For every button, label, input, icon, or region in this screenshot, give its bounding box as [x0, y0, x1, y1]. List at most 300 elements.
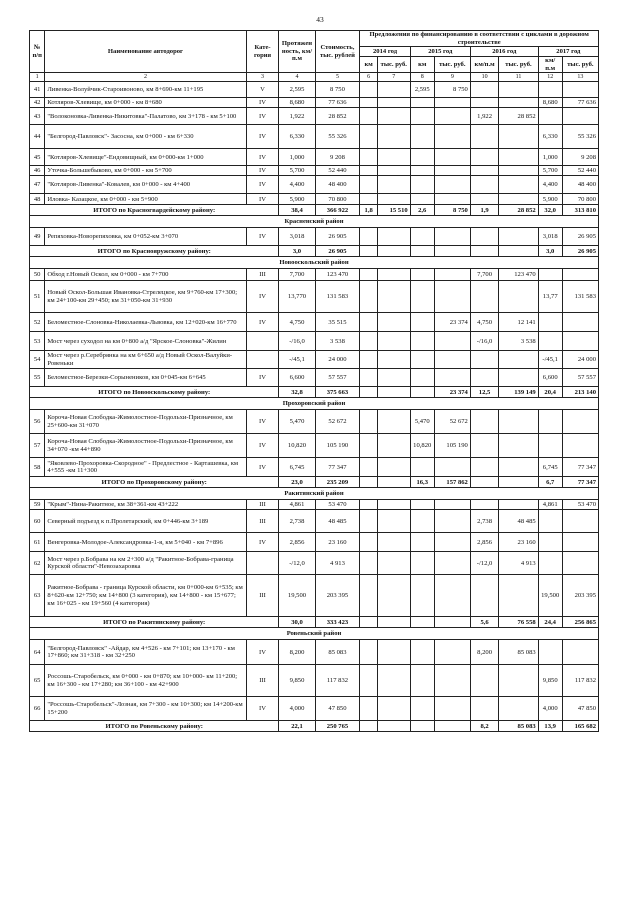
financing-cell — [434, 149, 470, 166]
financing-cell: 10,820 — [410, 434, 434, 458]
financing-cell — [377, 351, 410, 369]
road-name: "Белгород-Павловск"- Засосна, км 0+000 - км 6+330 — [45, 125, 246, 149]
total-length: 3,0 — [279, 246, 315, 257]
road-row — [30, 410, 599, 434]
financing-cell: 2,595 — [410, 82, 434, 98]
total-financing-cell: 1,9 — [470, 205, 498, 216]
row-number: 63 — [30, 575, 45, 617]
total-financing-cell — [434, 617, 470, 628]
financing-cell — [410, 228, 434, 246]
financing-cell — [499, 82, 538, 98]
road-name: Уточка-Большебыково, км 0+000 - км 5+700 — [45, 166, 246, 176]
financing-cell: 203 395 — [562, 575, 598, 617]
financing-cell: 23 160 — [499, 533, 538, 552]
total-financing-cell — [360, 246, 378, 257]
total-financing-cell — [470, 246, 498, 257]
financing-cell — [434, 552, 470, 575]
road-cost: 8 750 — [315, 82, 360, 98]
district-header-row — [30, 216, 599, 228]
financing-cell — [410, 552, 434, 575]
financing-cell — [499, 228, 538, 246]
financing-cell — [562, 510, 598, 533]
total-financing-cell — [377, 477, 410, 488]
total-financing-cell: 15 510 — [377, 205, 410, 216]
road-row — [30, 166, 599, 176]
road-row — [30, 82, 599, 98]
road-name: Новый Оскол-Большая Ивановка-Стрелецкое, км 9+760-км 17+300; км 24+100-км 29+450; км 31+050-км 31+930 — [45, 281, 246, 313]
financing-cell — [538, 108, 562, 125]
financing-cell — [360, 510, 378, 533]
road-length: 8,680 — [279, 98, 315, 108]
financing-cell — [410, 313, 434, 332]
financing-cell — [434, 269, 470, 281]
financing-cell: 53 470 — [562, 500, 598, 510]
financing-cell — [360, 166, 378, 176]
road-length: 2,595 — [279, 82, 315, 98]
financing-cell — [410, 98, 434, 108]
road-category: IV — [246, 410, 279, 434]
road-category: IV — [246, 369, 279, 387]
header-no: № п/п — [30, 31, 45, 73]
financing-cell: 8,680 — [538, 98, 562, 108]
financing-cell — [538, 552, 562, 575]
column-number: 2 — [45, 73, 246, 82]
total-financing-cell: 6,7 — [538, 477, 562, 488]
column-number: 12 — [538, 73, 562, 82]
road-length: 4,750 — [279, 313, 315, 332]
header-unit: км/п.м — [470, 57, 498, 73]
financing-cell — [410, 665, 434, 697]
total-financing-cell — [410, 387, 434, 398]
total-financing-cell: 12,5 — [470, 387, 498, 398]
district-name: Ракитянский район — [30, 488, 599, 500]
financing-cell — [470, 458, 498, 477]
total-financing-cell — [377, 721, 410, 732]
total-financing-cell: 28 852 — [499, 205, 538, 216]
financing-cell: 13,77 — [538, 281, 562, 313]
financing-cell: 4,861 — [538, 500, 562, 510]
financing-cell — [562, 108, 598, 125]
road-category: IV — [246, 640, 279, 665]
road-cost: 26 905 — [315, 228, 360, 246]
financing-cell — [410, 697, 434, 721]
financing-cell: 55 326 — [562, 125, 598, 149]
road-length: 8,200 — [279, 640, 315, 665]
road-cost: 52 672 — [315, 410, 360, 434]
financing-cell — [410, 149, 434, 166]
financing-cell: 48 400 — [562, 176, 598, 194]
financing-cell — [377, 281, 410, 313]
road-name: Ракитное-Бобрава - граница Курской области, км 0+000-км 6+535; км 8+620-км 12+750; км 14+800 (3 категория), км 14+800 - км 15+677; км 16+025 - км 19+560 (4 категория) — [45, 575, 246, 617]
financing-cell — [562, 313, 598, 332]
financing-cell — [470, 575, 498, 617]
total-financing-cell: 20,4 — [538, 387, 562, 398]
total-cost: 375 663 — [315, 387, 360, 398]
financing-cell — [377, 176, 410, 194]
road-length: 3,018 — [279, 228, 315, 246]
financing-cell: 1,000 — [538, 149, 562, 166]
financing-cell — [470, 125, 498, 149]
total-financing-cell — [499, 477, 538, 488]
road-length: -/45,1 — [279, 351, 315, 369]
road-name: "Волоконовка-Ливенка-Никитовка"-Палатово, км 3+178 - км 5+100 — [45, 108, 246, 125]
total-financing-cell — [360, 477, 378, 488]
financing-cell — [499, 194, 538, 205]
road-row — [30, 510, 599, 533]
financing-cell — [377, 434, 410, 458]
financing-cell: 48 485 — [499, 510, 538, 533]
financing-cell: 2,738 — [470, 510, 498, 533]
road-category — [246, 332, 279, 351]
financing-cell: 1,922 — [470, 108, 498, 125]
district-total-row — [30, 387, 599, 398]
financing-cell — [538, 410, 562, 434]
financing-cell: 23 374 — [434, 313, 470, 332]
row-number: 55 — [30, 369, 45, 387]
financing-cell — [434, 533, 470, 552]
row-number: 45 — [30, 149, 45, 166]
column-number: 5 — [315, 73, 360, 82]
financing-cell — [499, 434, 538, 458]
row-number: 66 — [30, 697, 45, 721]
column-number: 11 — [499, 73, 538, 82]
financing-cell — [470, 149, 498, 166]
road-category: III — [246, 665, 279, 697]
financing-cell: 3 538 — [499, 332, 538, 351]
financing-cell — [360, 575, 378, 617]
financing-cell — [434, 369, 470, 387]
financing-cell — [562, 640, 598, 665]
road-category: IV — [246, 149, 279, 166]
total-cost: 250 765 — [315, 721, 360, 732]
road-name: Мост через р.Бобрава на км 2+300 а/д "Ракитное-Бобрава-граница Курской области"-Невозахаровка — [45, 552, 246, 575]
total-label: ИТОГО по Красногвардейскому району: — [30, 205, 279, 216]
road-row — [30, 176, 599, 194]
total-label: ИТОГО по Ракитянскому району: — [30, 617, 279, 628]
total-financing-cell: 139 149 — [499, 387, 538, 398]
road-row — [30, 108, 599, 125]
financing-cell — [562, 552, 598, 575]
financing-cell — [538, 640, 562, 665]
road-cost: 77 347 — [315, 458, 360, 477]
road-row — [30, 500, 599, 510]
financing-cell: 131 583 — [562, 281, 598, 313]
road-length: 6,330 — [279, 125, 315, 149]
financing-cell: 4 913 — [499, 552, 538, 575]
financing-cell: 9,850 — [538, 665, 562, 697]
financing-cell — [499, 176, 538, 194]
road-category: IV — [246, 108, 279, 125]
district-total-row — [30, 617, 599, 628]
financing-cell — [434, 332, 470, 351]
total-label: ИТОГО по Прохоровскому району: — [30, 477, 279, 488]
total-financing-cell — [410, 617, 434, 628]
district-header-row — [30, 488, 599, 500]
road-length: 5,700 — [279, 166, 315, 176]
total-financing-cell: 313 810 — [562, 205, 598, 216]
financing-cell — [360, 176, 378, 194]
road-name: Беломестное-Березки-Сорынеников, км 0+045-км 6+645 — [45, 369, 246, 387]
road-category: IV — [246, 458, 279, 477]
financing-cell: -/16,0 — [470, 332, 498, 351]
financing-cell — [377, 194, 410, 205]
total-financing-cell: 157 862 — [434, 477, 470, 488]
road-cost: 47 850 — [315, 697, 360, 721]
financing-cell — [360, 228, 378, 246]
financing-cell — [360, 500, 378, 510]
financing-cell — [470, 434, 498, 458]
financing-cell — [360, 665, 378, 697]
financing-cell — [470, 697, 498, 721]
total-financing-cell — [377, 246, 410, 257]
total-length: 30,0 — [279, 617, 315, 628]
financing-cell — [470, 500, 498, 510]
district-header-row — [30, 398, 599, 410]
financing-cell: 105 190 — [434, 434, 470, 458]
road-cost: 52 440 — [315, 166, 360, 176]
financing-cell — [434, 98, 470, 108]
financing-cell — [499, 351, 538, 369]
road-cost: 28 852 — [315, 108, 360, 125]
financing-cell — [410, 500, 434, 510]
road-cost: 85 083 — [315, 640, 360, 665]
road-length: 7,700 — [279, 269, 315, 281]
row-number: 58 — [30, 458, 45, 477]
header-unit: км — [360, 57, 378, 73]
road-row — [30, 697, 599, 721]
financing-cell — [377, 166, 410, 176]
header-unit: тыс. руб. — [377, 57, 410, 73]
road-category: IV — [246, 98, 279, 108]
financing-cell: 4,400 — [538, 176, 562, 194]
financing-cell: 5,700 — [538, 166, 562, 176]
district-header-row — [30, 628, 599, 640]
total-financing-cell: 32,0 — [538, 205, 562, 216]
financing-cell — [377, 458, 410, 477]
financing-cell — [410, 332, 434, 351]
financing-cell: 5,470 — [410, 410, 434, 434]
financing-cell — [434, 194, 470, 205]
financing-cell: -/12,0 — [470, 552, 498, 575]
financing-cell — [499, 149, 538, 166]
row-number: 62 — [30, 552, 45, 575]
road-length: -/16,0 — [279, 332, 315, 351]
total-financing-cell: 26 905 — [562, 246, 598, 257]
row-number: 44 — [30, 125, 45, 149]
financing-cell — [499, 98, 538, 108]
financing-cell — [562, 410, 598, 434]
financing-cell — [434, 697, 470, 721]
road-length: 19,500 — [279, 575, 315, 617]
district-header-row — [30, 257, 599, 269]
financing-cell — [360, 281, 378, 313]
road-row — [30, 98, 599, 108]
road-category: IV — [246, 281, 279, 313]
road-cost: 23 160 — [315, 533, 360, 552]
road-category: IV — [246, 228, 279, 246]
financing-cell — [538, 313, 562, 332]
financing-cell — [360, 640, 378, 665]
road-category: IV — [246, 313, 279, 332]
road-length: 5,470 — [279, 410, 315, 434]
road-category: III — [246, 510, 279, 533]
financing-cell — [470, 281, 498, 313]
road-row — [30, 281, 599, 313]
header-category: Кате- гория — [246, 31, 279, 73]
financing-cell — [410, 125, 434, 149]
row-number: 46 — [30, 166, 45, 176]
road-cost: 55 326 — [315, 125, 360, 149]
road-name: Северный подъезд к п.Пролетарский, км 0+446-км 3+189 — [45, 510, 246, 533]
road-name: "Россошь-Старобельск"-Лозная, км 7+300 - км 10+300; км 14+200-км 15+200 — [45, 697, 246, 721]
road-length: 13,770 — [279, 281, 315, 313]
district-total-row — [30, 205, 599, 216]
header-year: 2017 год — [538, 47, 598, 57]
road-category: III — [246, 500, 279, 510]
total-label: ИТОГО по Новооскольскому району: — [30, 387, 279, 398]
column-number: 3 — [246, 73, 279, 82]
financing-cell: 9 208 — [562, 149, 598, 166]
row-number: 65 — [30, 665, 45, 697]
financing-cell — [538, 269, 562, 281]
financing-cell — [377, 369, 410, 387]
road-cost: 117 832 — [315, 665, 360, 697]
column-number: 9 — [434, 73, 470, 82]
total-financing-cell: 77 347 — [562, 477, 598, 488]
financing-cell — [538, 533, 562, 552]
financing-cell — [434, 281, 470, 313]
total-label: ИТОГО по Ровеньскому району: — [30, 721, 279, 732]
road-cost: 203 395 — [315, 575, 360, 617]
total-financing-cell — [360, 387, 378, 398]
financing-cell — [562, 332, 598, 351]
header-financing: Предложения по финансированию в соответствии с циклами в дорожном строительстве — [360, 31, 599, 47]
financing-cell — [377, 410, 410, 434]
road-length: 5,900 — [279, 194, 315, 205]
financing-cell — [434, 510, 470, 533]
road-row — [30, 351, 599, 369]
road-row — [30, 149, 599, 166]
road-name: Мост через р.Серебрянка на км 6+650 а/д Новый Оскол-Валуйки-Ровеньки — [45, 351, 246, 369]
total-cost: 366 922 — [315, 205, 360, 216]
total-financing-cell: 1,8 — [360, 205, 378, 216]
financing-cell — [360, 108, 378, 125]
financing-cell — [499, 697, 538, 721]
row-number: 50 — [30, 269, 45, 281]
total-financing-cell — [377, 617, 410, 628]
total-financing-cell: 85 083 — [499, 721, 538, 732]
financing-cell: 52 672 — [434, 410, 470, 434]
financing-cell — [470, 665, 498, 697]
financing-cell — [434, 125, 470, 149]
road-length: 9,850 — [279, 665, 315, 697]
total-financing-cell — [470, 477, 498, 488]
total-financing-cell: 76 558 — [499, 617, 538, 628]
financing-cell — [360, 269, 378, 281]
row-number: 61 — [30, 533, 45, 552]
road-cost: 3 538 — [315, 332, 360, 351]
road-length: 4,000 — [279, 697, 315, 721]
financing-cell — [410, 533, 434, 552]
total-financing-cell — [434, 721, 470, 732]
road-row — [30, 269, 599, 281]
financing-cell: 77 636 — [562, 98, 598, 108]
total-financing-cell: 24,4 — [538, 617, 562, 628]
financing-cell — [499, 575, 538, 617]
financing-cell — [470, 228, 498, 246]
row-number: 49 — [30, 228, 45, 246]
column-number: 8 — [410, 73, 434, 82]
road-name: Россошь-Старобельск, км 0+000 - км 0+870; км 10+000- км 11+200; км 16+300 - км 17+280; км 36+100 - км 42+900 — [45, 665, 246, 697]
total-financing-cell — [434, 246, 470, 257]
road-cost: 131 583 — [315, 281, 360, 313]
financing-cell — [360, 369, 378, 387]
total-cost: 333 423 — [315, 617, 360, 628]
road-category: IV — [246, 434, 279, 458]
district-name: Прохоровский район — [30, 398, 599, 410]
financing-cell — [360, 125, 378, 149]
road-length: 4,861 — [279, 500, 315, 510]
financing-cell — [410, 351, 434, 369]
road-category: III — [246, 269, 279, 281]
financing-cell — [562, 434, 598, 458]
financing-cell — [470, 351, 498, 369]
financing-cell — [377, 697, 410, 721]
total-financing-cell: 2,6 — [410, 205, 434, 216]
road-row — [30, 640, 599, 665]
financing-cell: 4,750 — [470, 313, 498, 332]
road-category: III — [246, 575, 279, 617]
financing-cell — [499, 665, 538, 697]
page-number: 43 — [316, 15, 324, 24]
financing-cell — [410, 510, 434, 533]
road-category — [246, 552, 279, 575]
road-category: IV — [246, 194, 279, 205]
financing-cell — [360, 98, 378, 108]
financing-cell — [538, 332, 562, 351]
financing-cell — [499, 125, 538, 149]
road-category — [246, 351, 279, 369]
total-financing-cell — [360, 721, 378, 732]
financing-cell — [434, 228, 470, 246]
financing-cell — [434, 108, 470, 125]
district-name: Новооскольский район — [30, 257, 599, 269]
financing-cell — [360, 434, 378, 458]
road-name: "Белгород-Павловск" -Айдар, км 4+526 - км 7+101; км 13+170 - км 17+860; км 31+318 - км 32+250 — [45, 640, 246, 665]
road-length: 6,745 — [279, 458, 315, 477]
financing-cell — [499, 500, 538, 510]
road-row — [30, 369, 599, 387]
financing-cell — [360, 697, 378, 721]
header-name: Наименование автодорог — [45, 31, 246, 73]
financing-cell — [434, 640, 470, 665]
financing-cell — [360, 313, 378, 332]
header-length: Протяжен ность, км/п.м — [279, 31, 315, 73]
road-length: 6,600 — [279, 369, 315, 387]
road-cost: 105 190 — [315, 434, 360, 458]
total-financing-cell — [410, 721, 434, 732]
financing-cell: 24 000 — [562, 351, 598, 369]
financing-cell — [410, 194, 434, 205]
road-row — [30, 434, 599, 458]
financing-cell — [434, 500, 470, 510]
financing-cell — [470, 369, 498, 387]
road-cost: 57 557 — [315, 369, 360, 387]
road-length: 10,820 — [279, 434, 315, 458]
financing-cell: 26 905 — [562, 228, 598, 246]
road-category: IV — [246, 166, 279, 176]
road-category: IV — [246, 125, 279, 149]
